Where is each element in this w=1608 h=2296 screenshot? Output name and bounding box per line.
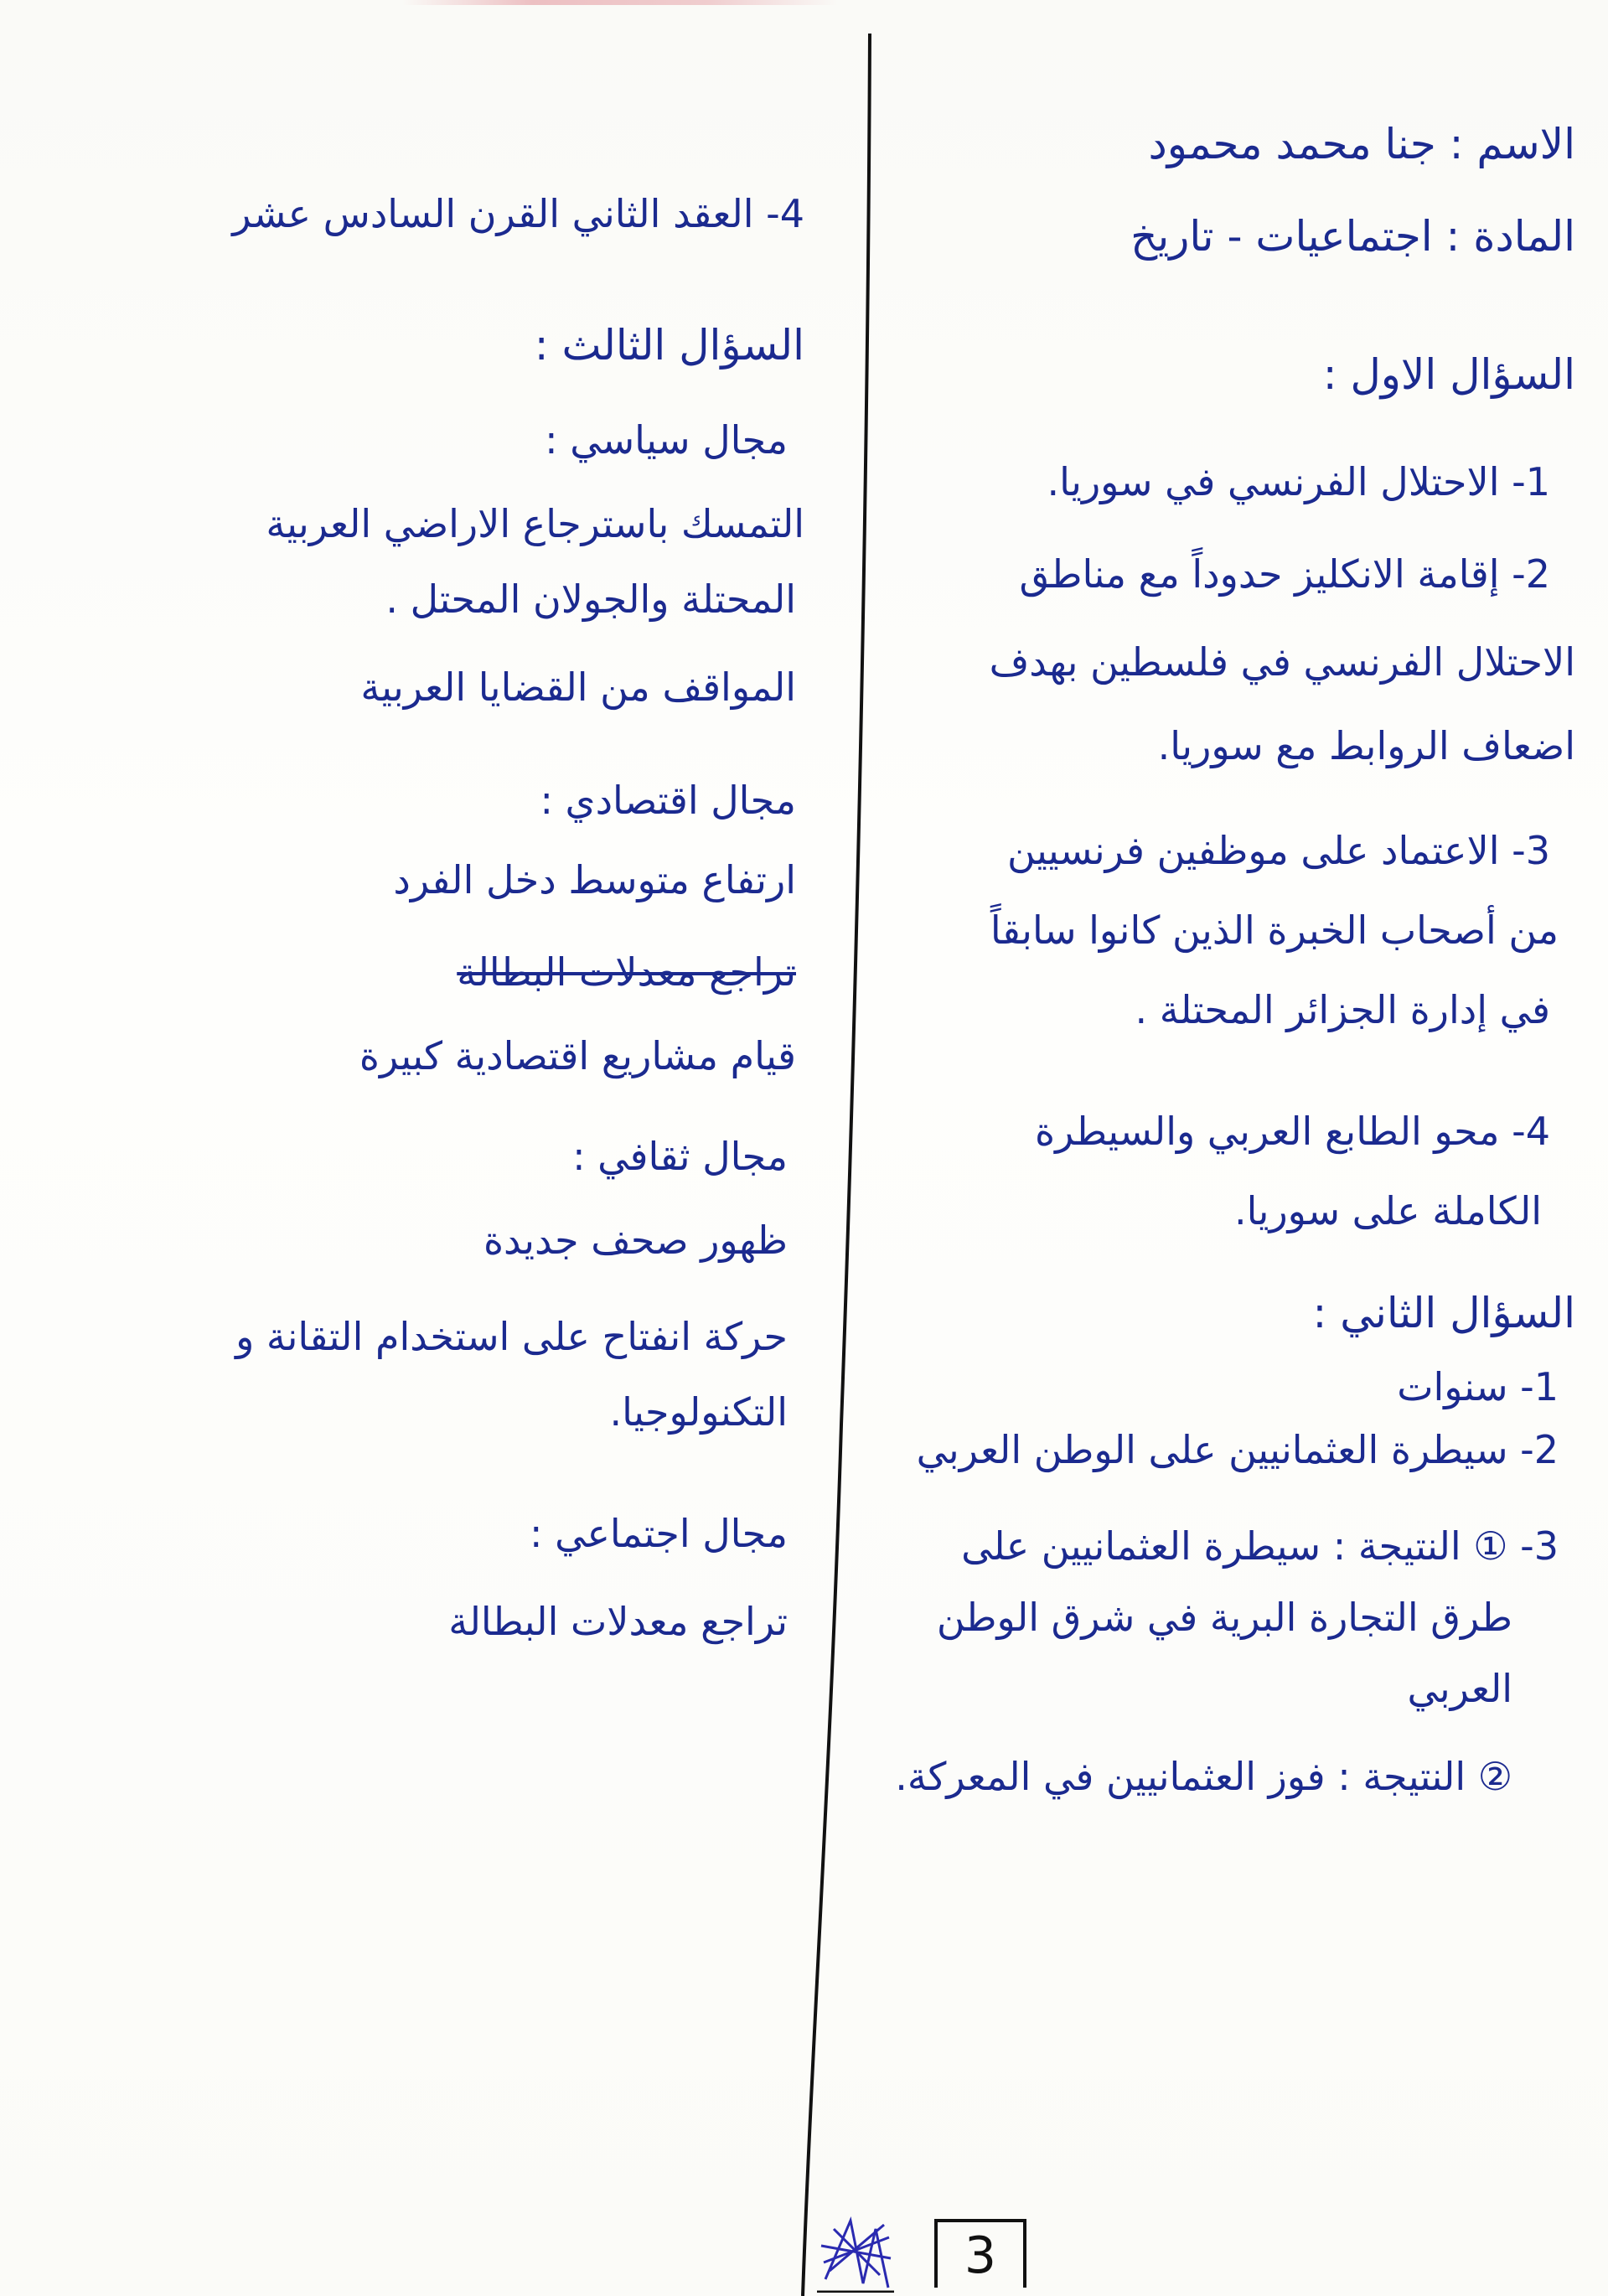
q1-line-5: 3- الاعتماد على موظفين فرنسيين bbox=[1007, 828, 1550, 873]
q1-line-1: 1- الاحتلال الفرنسي في سوريا. bbox=[1047, 459, 1550, 504]
q1-line-6: من أصحاب الخبرة الذين كانوا سابقاً bbox=[990, 908, 1559, 953]
political-line-2: المحتلة والجولان المحتل . bbox=[385, 577, 796, 622]
political-line-3: المواقف من القضايا العربية bbox=[360, 664, 796, 710]
q2-line-2: 2- سيطرة العثمانيين على الوطن العربي bbox=[916, 1427, 1559, 1472]
q1-line-3: الاحتلال الفرنسي في فلسطين بهدف bbox=[989, 639, 1575, 685]
q2-line-6: ② النتيجة : فوز العثمانيين في المعركة. bbox=[895, 1754, 1512, 1799]
teacher-scribble-mark bbox=[817, 2212, 894, 2293]
cultural-line-2: حركة انفتاح على استخدام التقانة و bbox=[235, 1314, 788, 1359]
cultural-heading: مجال ثقافي : bbox=[572, 1134, 788, 1179]
q1-line-7: في إدارة الجزائر المحتلة . bbox=[1135, 987, 1550, 1032]
q2-line-5: العربي bbox=[1407, 1666, 1512, 1711]
q2-line-3: 3- ① النتيجة : سيطرة العثمانيين على bbox=[961, 1523, 1559, 1569]
social-line-1: تراجع معدلات البطالة bbox=[448, 1599, 788, 1644]
q1-line-9: الكاملة على سوريا. bbox=[1234, 1188, 1542, 1233]
political-heading: مجال سياسي : bbox=[545, 417, 788, 463]
social-heading: مجال اجتماعي : bbox=[529, 1511, 788, 1556]
q4-carry-line: 4- العقد الثاني القرن السادس عشر bbox=[232, 191, 804, 236]
q2-line-1: 1- سنوات bbox=[1397, 1364, 1559, 1409]
political-line-1: التمسك باسترجاع الاراضي العربية bbox=[266, 501, 804, 546]
cultural-line-3: التكنولوجيا. bbox=[609, 1389, 788, 1435]
student-name-line: الاسم : جنا محمد محمود bbox=[1148, 120, 1575, 168]
q1-line-8: 4- محو الطابع العربي والسيطرة bbox=[1035, 1109, 1550, 1154]
question-3-heading: السؤال الثالث : bbox=[534, 321, 804, 370]
subject-line: المادة : اجتماعيات - تاريخ bbox=[1130, 212, 1575, 261]
q1-line-2: 2- إقامة الانكليز حدوداً مع مناطق bbox=[1019, 551, 1550, 597]
left-column bbox=[50, 0, 804, 2296]
economic-line-3: قيام مشاريع اقتصادية كبيرة bbox=[359, 1033, 796, 1078]
question-1-heading: السؤال الاول : bbox=[1322, 350, 1575, 399]
question-2-heading: السؤال الثاني : bbox=[1312, 1289, 1575, 1337]
economic-line-1: ارتفاع متوسط دخل الفرد bbox=[393, 857, 796, 902]
q1-line-4: اضعاف الروابط مع سوريا. bbox=[1157, 723, 1575, 768]
q2-line-4: طرق التجارة البرية في شرق الوطن bbox=[936, 1595, 1512, 1640]
cultural-line-1: ظهور صحف جديدة bbox=[483, 1218, 788, 1263]
economic-heading: مجال اقتصادي : bbox=[540, 778, 796, 823]
economic-line-2-struck: تراجع معدلات البطالة bbox=[457, 949, 796, 995]
page-number-box: 3 bbox=[934, 2219, 1026, 2288]
right-column bbox=[838, 0, 1575, 2296]
